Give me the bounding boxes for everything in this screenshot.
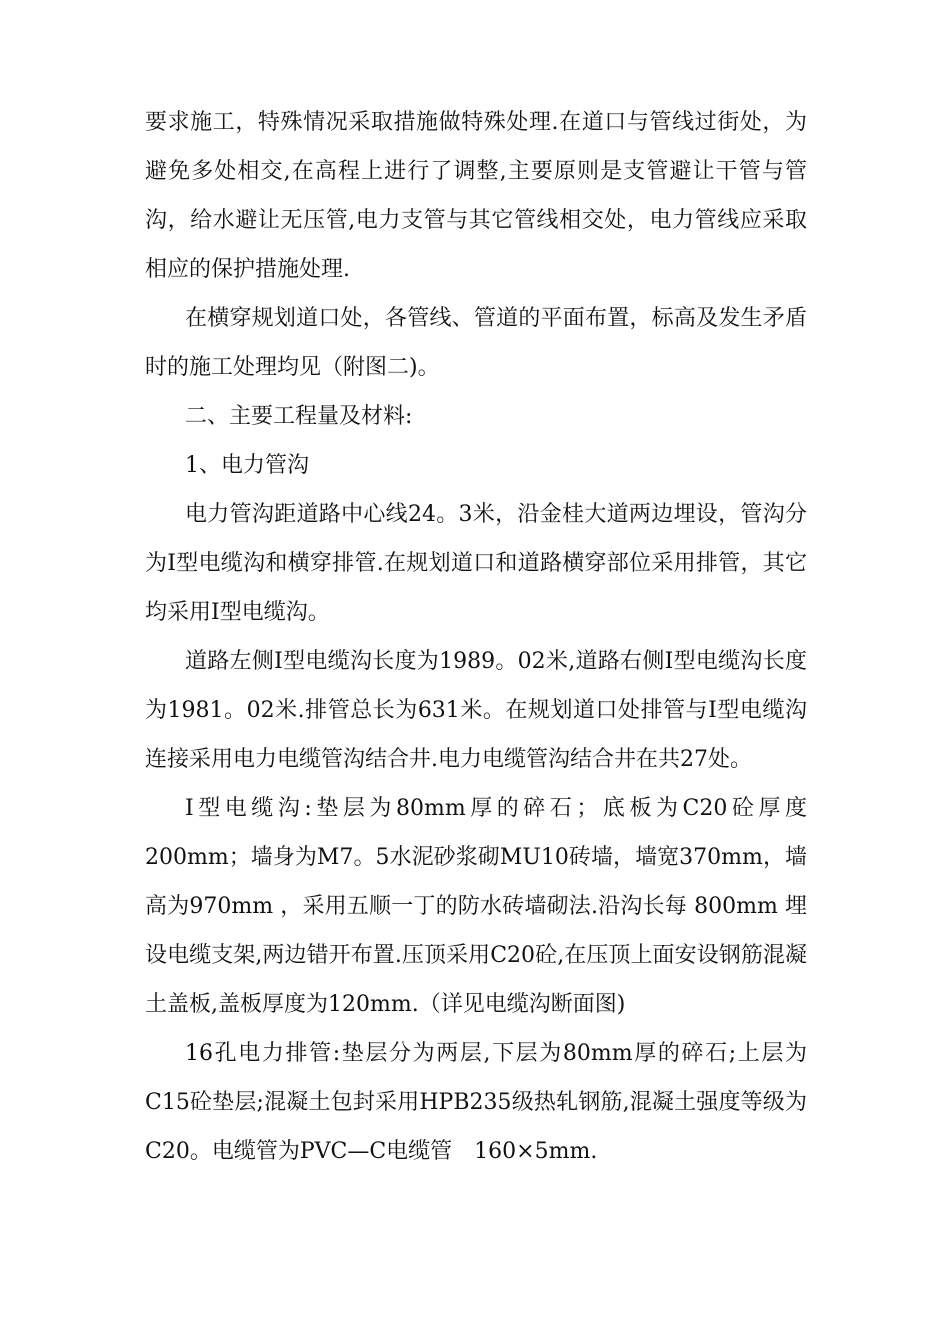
paragraph-2: 在横穿规划道口处，各管线、管道的平面布置，标高及发生矛盾时的施工处理均见（附图二)。	[145, 306, 807, 380]
paragraph-5: Ⅰ型电缆沟:垫层为80mm厚的碎石；底板为C20砼厚度200mm；墙身为M7。5水泥砂浆砌MU10砖墙，墙宽370mm，墙高为970mm ，采用五顺一丁的防水砖墙砌法.沿沟长每 800mm 埋设电缆支架,两边错开布置.压顶采用C20砼,在压顶上面安设钢筋混凝土盖板,盖板厚度为120mm.（详见电缆沟断面图)	[145, 796, 807, 1017]
section-heading-main-quantities: 二、主要工程量及材料:	[185, 404, 413, 429]
document-body	[145, 98, 807, 1176]
paragraph-6: 16孔电力排管:垫层分为两层,下层为80mm厚的碎石;上层为C15砼垫层;混凝土包封采用HPB235级热轧钢筋,混凝土强度等级为C20。电缆管为PVC—C电缆管 160×5mm.	[145, 1041, 807, 1164]
paragraph-4: 道路左侧Ⅰ型电缆沟长度为1989。02米,道路右侧Ⅰ型电缆沟长度为1981。02米.排管总长为631米。在规划道口处排管与Ⅰ型电缆沟连接采用电力电缆管沟结合井.电力电缆管沟结合井在共27处。	[145, 649, 807, 772]
paragraph-3: 电力管沟距道路中心线24。3米，沿金桂大道两边埋设，管沟分为Ⅰ型电缆沟和横穿排管.在规划道口和道路横穿部位采用排管，其它均采用Ⅰ型电缆沟。	[145, 502, 807, 625]
paragraph-1: 要求施工，特殊情况采取措施做特殊处理.在道口与管线过街处，为避免多处相交,在高程上进行了调整,主要原则是支管避让干管与管沟，给水避让无压管,电力支管与其它管线相交处，电力管线应采取相应的保护措施处理.	[145, 110, 807, 282]
subsection-heading-power-trench: 1、电力管沟	[185, 453, 309, 478]
